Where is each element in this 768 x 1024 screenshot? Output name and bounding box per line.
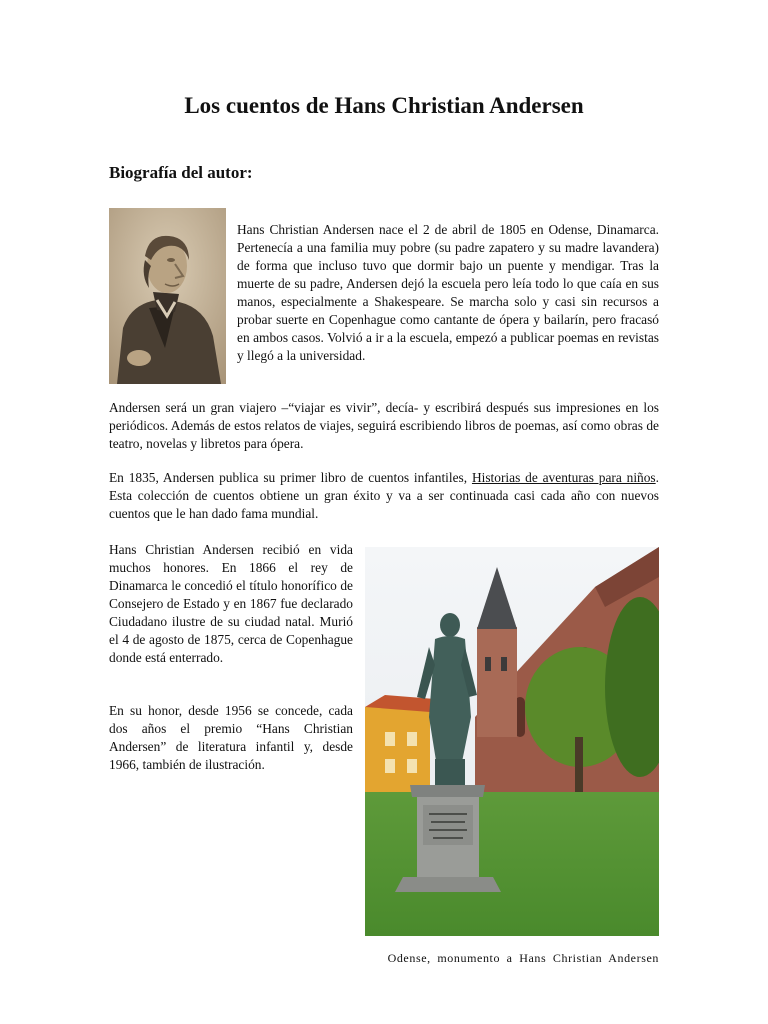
biography-paragraph-1: Hans Christian Andersen nace el 2 de abril de 1805 en Odense, Dinamarca. Pertenecía a una familia muy pobre (su padre zapatero y su madre lavandera) de forma que incluso tuvo que dormir bajo un puente y mendigar. Tras la muerte de su padre, Andersen dejó la escuela pero leía todo lo que caía en sus manos, especialmente a Shakespeare. Se marcha solo y casi sin recursos a probar suerte en Copenhague como cantante de ópera y bailarín, pero fracasó en ambos casos. Volvió a ir a la escuela, empezó a publicar poemas en revistas y llegó a la universidad. — [237, 222, 659, 363]
paragraph-3-text-start: En 1835, Andersen publica su primer libro de cuentos infantiles, — [109, 470, 472, 485]
andersen-portrait-image — [109, 208, 226, 384]
biography-paragraph-2: Andersen será un gran viajero –“viajar es vivir”, decía- y escribirá después sus impresiones en los periódicos. Además de estos relatos de viajes, seguirá escribiendo libros de poemas, así como obras de teatro, novelas y libretos para ópera. — [109, 400, 659, 451]
statue-photo-image — [365, 547, 659, 936]
book-title-link[interactable]: Historias de aventuras para niños — [471, 470, 656, 485]
page-title: Los cuentos de Hans Christian Andersen — [184, 93, 584, 118]
biography-paragraph-4: Hans Christian Andersen recibió en vida muchos honores. En 1866 el rey de Dinamarca le concedió el título honorífico de Consejero de Estado y en 1867 fue declarado Ciudadano ilustre de su ciudad natal. Murió el 4 de agosto de 1875, cerca de Copenhague donde está enterrado. — [109, 542, 353, 665]
paragraph-3-text-end: . Esta colección de cuentos obtiene un gran éxito y va a ser continuada casi cada año con nuevos cuentos que le han dado fama mundial. — [109, 470, 660, 521]
section-heading: Biografía del autor: — [109, 163, 253, 182]
biography-paragraph-3 — [109, 469, 659, 523]
biography-paragraph-5: En su honor, desde 1956 se concede, cada dos años el premio “Hans Christian Andersen” de literatura infantil y, desde 1966, también de ilustración. — [109, 703, 353, 772]
photo-caption: Odense, monumento a Hans Christian Andersen — [387, 951, 659, 965]
